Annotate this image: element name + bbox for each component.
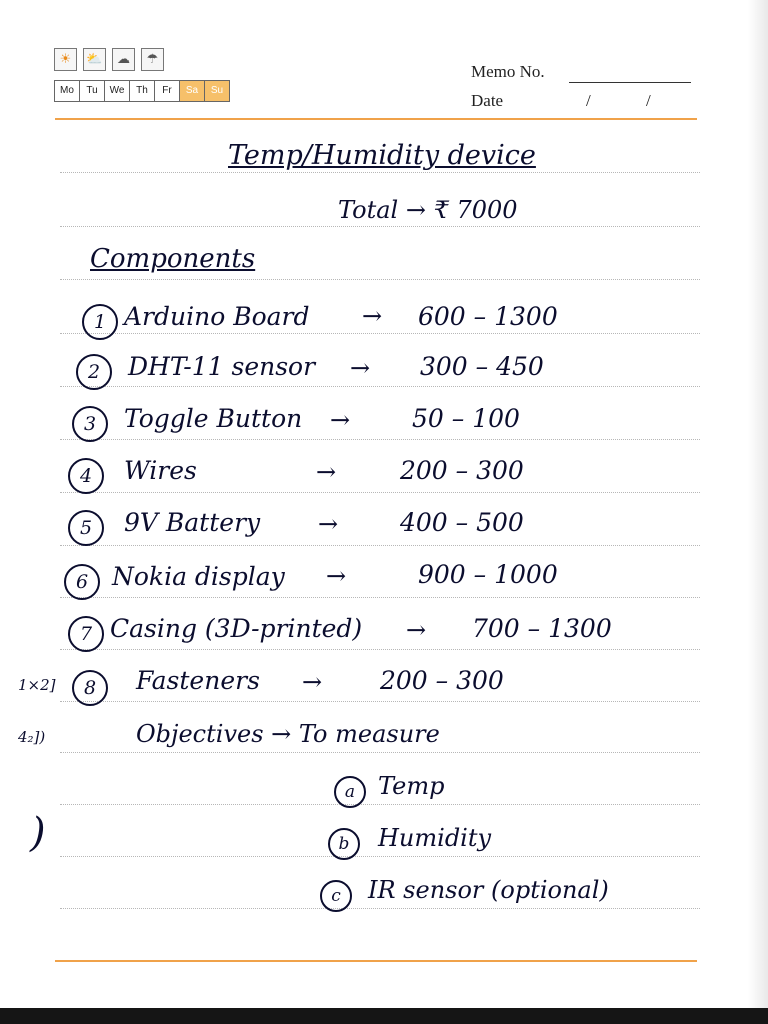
rule-line [60,439,700,440]
day-selector [54,80,230,102]
rule-line [60,492,700,493]
components-heading: Components [90,244,256,274]
component-price: 900 – 1000 [418,560,558,589]
objective-label: Temp [378,772,445,800]
arrow: → [318,510,339,538]
day-su: Su [205,81,229,101]
day-we: We [105,81,130,101]
day-sa: Sa [180,81,205,101]
day-th: Th [130,81,155,101]
item-number: 3 [72,406,108,442]
rule-line [60,333,700,334]
arrow: → [406,616,427,644]
rule-line [60,597,700,598]
objective-label: Humidity [378,824,492,852]
margin-bracket: ) [30,810,46,856]
rule-line [60,172,700,173]
component-name: Nokia display [112,562,285,591]
component-price: 200 – 300 [400,456,524,485]
component-price: 50 – 100 [412,404,520,433]
rule-line [60,226,700,227]
objective-label: IR sensor (optional) [368,876,609,904]
component-price: 300 – 450 [420,352,544,381]
header-rule [55,118,697,120]
component-name: Fasteners [136,666,260,695]
objective-marker: c [320,880,352,912]
memo-label: Memo No. [471,62,545,81]
rule-line [60,386,700,387]
component-name: Wires [124,456,197,485]
component-price: 200 – 300 [380,666,504,695]
arrow: → [350,354,371,382]
day-tu: Tu [80,81,105,101]
item-number: 7 [68,616,104,652]
arrow: → [362,302,383,330]
date-separator: / [646,91,651,110]
component-price: 700 – 1300 [472,614,612,643]
rain-icon: ☂ [141,48,164,71]
item-number: 2 [76,354,112,390]
date-label: Date [471,91,504,110]
sun-icon: ☀ [54,48,77,71]
objective-marker: a [334,776,366,808]
rule-line [60,908,700,909]
day-mo: Mo [55,81,80,101]
partly-cloudy-icon: ⛅ [83,48,106,71]
objective-marker: b [328,828,360,860]
margin-note: 1×2] [18,676,56,694]
total-cost: Total → ₹ 7000 [338,196,518,224]
component-price: 600 – 1300 [418,302,558,331]
rule-line [60,856,700,857]
component-name: 9V Battery [124,508,261,537]
page-edge-shadow [748,0,768,1024]
item-number: 6 [64,564,100,600]
margin-note: 4₂]) [18,728,46,746]
item-number: 5 [68,510,104,546]
rule-line [60,279,700,280]
cloudy-icon: ☁ [112,48,135,71]
component-name: DHT-11 sensor [128,352,316,381]
rule-line [60,649,700,650]
date-separator: / [586,91,591,110]
component-price: 400 – 500 [400,508,524,537]
rule-line [60,545,700,546]
item-number: 1 [82,304,118,340]
component-name: Arduino Board [124,302,310,331]
arrow: → [316,458,337,486]
component-name: Toggle Button [124,404,303,433]
arrow: → [326,562,347,590]
note-title: Temp/Humidity device [228,140,536,171]
memo-line [569,82,691,83]
rule-line [60,701,700,702]
rule-line [60,804,700,805]
arrow: → [302,668,323,696]
item-number: 8 [72,670,108,706]
arrow: → [330,406,351,434]
component-name: Casing (3D-printed) [110,614,363,643]
day-fr: Fr [155,81,180,101]
item-number: 4 [68,458,104,494]
rule-line [60,752,700,753]
weather-icons [54,48,164,71]
footer-rule [55,960,697,962]
objectives-line: Objectives → To measure [136,720,440,748]
bottom-edge [0,1008,768,1024]
